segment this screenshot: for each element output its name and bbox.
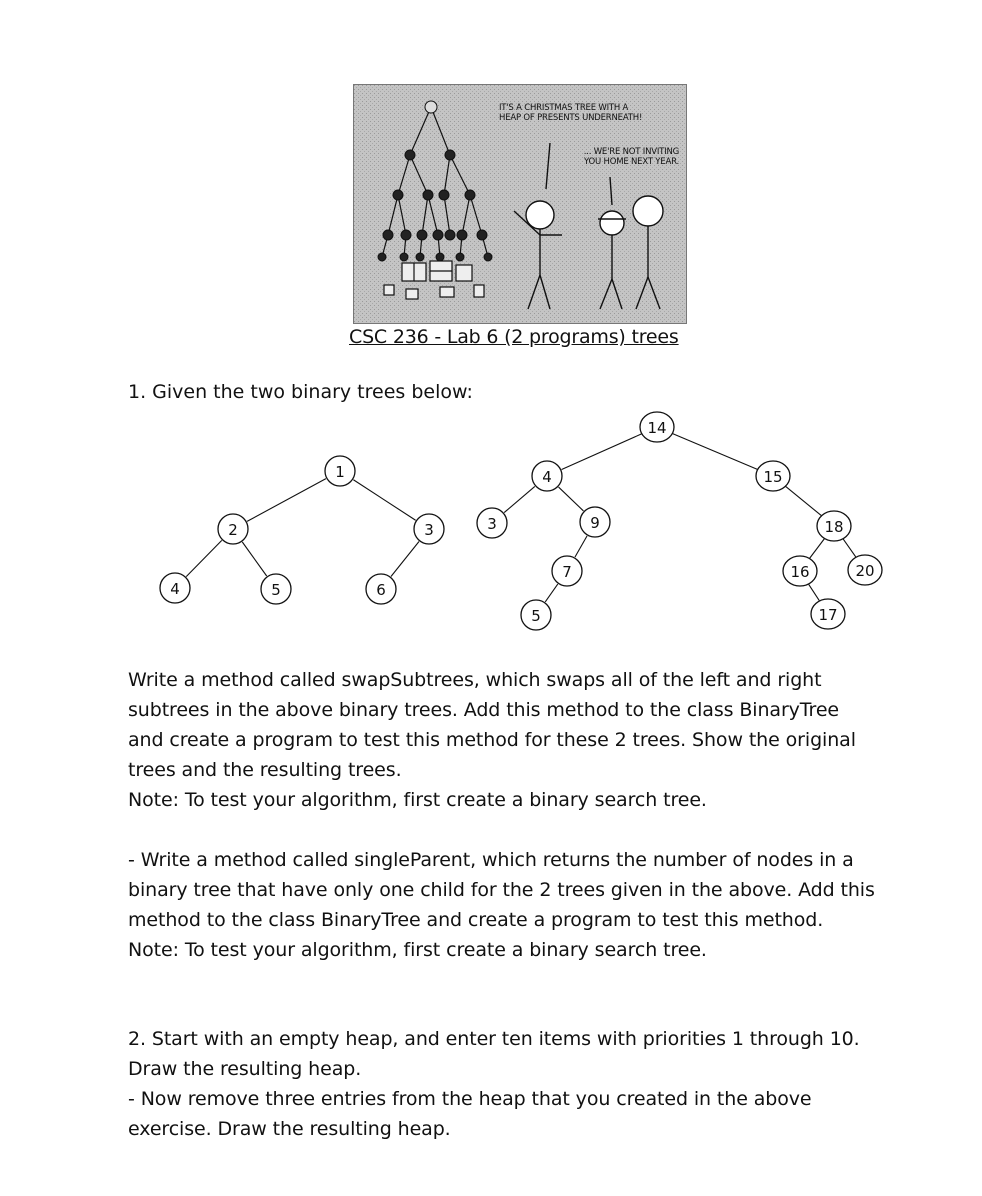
tree-node-label: 3 [424, 521, 434, 539]
speech-line: IT'S A CHRISTMAS TREE WITH A [499, 103, 629, 113]
swap-subtrees-instructions [128, 665, 928, 815]
tree-node-label: 18 [824, 518, 844, 536]
tree-node-b3 [477, 508, 507, 538]
tree-node-label: 5 [531, 607, 541, 625]
text-line: exercise. Draw the resulting heap. [128, 1118, 451, 1140]
text-line: and create a program to test this method for these 2 trees. Show the original [128, 729, 856, 751]
comic-illustration [353, 84, 687, 324]
text-line: - Write a method called singleParent, which returns the number of nodes in a [128, 849, 854, 871]
tree-edge [810, 539, 825, 558]
page-title: CSC 236 - Lab 6 (2 programs) trees [349, 326, 679, 348]
question-1-intro: 1. Given the two binary trees below: [128, 381, 473, 403]
tree-node-label: 4 [542, 468, 552, 486]
tree-edge [353, 480, 415, 521]
binary-tree-b [477, 412, 882, 630]
binary-trees-figure [0, 400, 982, 640]
tree-edge [843, 539, 856, 557]
text-line: 2. Start with an empty heap, and enter ten items with priorities 1 through 10. [128, 1028, 860, 1050]
tree-node-label: 20 [855, 562, 875, 580]
tree-node-a3 [414, 514, 444, 544]
text-line: - Now remove three entries from the heap that you created in the above [128, 1088, 812, 1110]
text-line: trees and the resulting trees. [128, 759, 402, 781]
text-line: subtrees in the above binary trees. Add this method to the class BinaryTree [128, 699, 839, 721]
tree-node-b20 [848, 555, 882, 585]
text-line: Note: To test your algorithm, first create a binary search tree. [128, 789, 707, 811]
binary-tree-a [160, 456, 444, 604]
tree-node-label: 5 [271, 581, 281, 599]
tree-node-label: 17 [818, 606, 838, 624]
tree-node-label: 6 [376, 581, 386, 599]
tree-edge [186, 540, 222, 576]
tree-node-b5 [521, 600, 551, 630]
tree-node-label: 14 [647, 419, 667, 437]
tree-node-label: 4 [170, 580, 180, 598]
tree-edge [242, 542, 266, 576]
tree-edge [504, 486, 535, 512]
speech-line: HEAP OF PRESENTS UNDERNEATH! [499, 113, 643, 123]
tree-node-a6 [366, 574, 396, 604]
tree-node-b4 [532, 461, 562, 491]
single-parent-instructions [128, 845, 928, 965]
tree-edge [562, 434, 643, 470]
tree-node-label: 9 [590, 514, 600, 532]
tree-node-b9 [580, 507, 610, 537]
tree-node-b14 [640, 412, 674, 442]
tree-node-label: 7 [562, 563, 572, 581]
tree-node-a5 [261, 574, 291, 604]
text-line: method to the class BinaryTree and create a program to test this method. [128, 909, 824, 931]
tree-node-label: 16 [790, 563, 810, 581]
text-line: binary tree that have only one child for the 2 trees given in the above. Add this [128, 879, 875, 901]
tree-node-b17 [811, 599, 845, 629]
tree-edge [247, 479, 326, 522]
tree-edge [575, 536, 587, 557]
tree-edge [785, 486, 821, 516]
speech-line: YOU HOME NEXT YEAR. [583, 157, 679, 167]
tree-node-label: 3 [487, 515, 497, 533]
tree-node-b15 [756, 461, 790, 491]
tree-node-a1 [325, 456, 355, 486]
speech-bubble-1 [499, 103, 679, 123]
text-line: Draw the resulting heap. [128, 1058, 362, 1080]
tree-node-b16 [783, 556, 817, 586]
speech-line: ... WE'RE NOT INVITING [583, 147, 679, 157]
text-line: Write a method called swapSubtrees, which swaps all of the left and right [128, 669, 822, 691]
tree-node-a4 [160, 573, 190, 603]
tree-node-a2 [218, 514, 248, 544]
tree-node-b7 [552, 556, 582, 586]
tree-node-label: 15 [763, 468, 783, 486]
tree-node-b18 [817, 511, 851, 541]
tree-edge [672, 433, 759, 470]
text-line: Note: To test your algorithm, first create a binary search tree. [128, 939, 707, 961]
tree-edge [809, 584, 820, 600]
tree-edge [559, 487, 584, 511]
tree-edge [391, 541, 419, 576]
tree-node-label: 1 [335, 463, 345, 481]
tree-edge [545, 584, 558, 602]
question-2-instructions [128, 1024, 928, 1144]
speech-bubble-2 [499, 147, 679, 167]
tree-node-label: 2 [228, 521, 238, 539]
